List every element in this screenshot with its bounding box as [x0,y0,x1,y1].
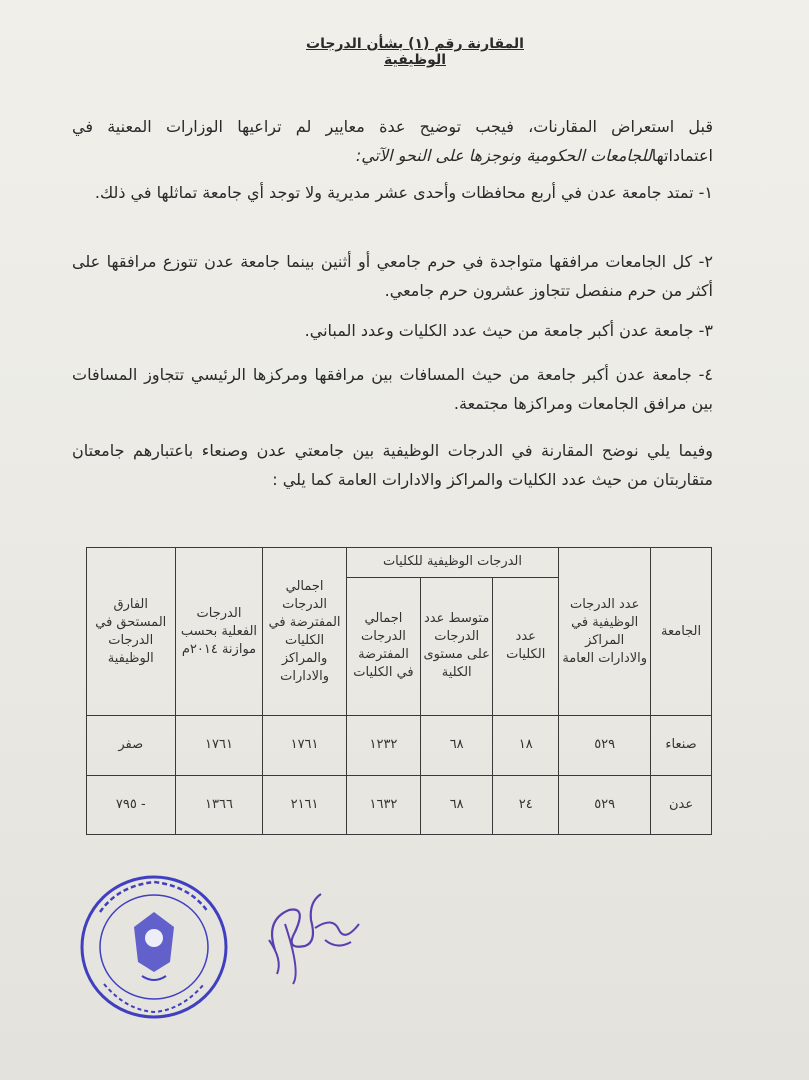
header-actual-2014: الدرجات الفعلية بحسب موازنة ٢٠١٤م [175,548,263,716]
header-central-grades: عدد الدرجات الوظيفية في المراكز والادارات العامة [559,548,651,716]
cell-university: صنعاء [651,716,712,775]
cell-avg-per-college: ٦٨ [421,775,493,834]
intro-line-tail: للجامعات الحكومية ونوجزها على النحو الآتي: [355,146,652,165]
point-3: ٣- جامعة عدن أكبر جامعة من حيث عدد الكليات وعدد المباني. [304,321,713,340]
official-stamp [78,872,230,1022]
grades-comparison-table [86,547,712,835]
cell-total-colleges: ١٢٣٢ [346,716,420,775]
intro-line: قبل استعراض المقارنات، فيجب توضيح عدة معايير لم تراعيها الوزارات المعنية في اعتماداتها [72,117,713,165]
cell-difference: صفر [87,716,176,775]
point-4: ٤- جامعة عدن أكبر جامعة من حيث المسافات بين مرافقها ومركزها الرئيسي تتجاوز المسافات بين مرافق الجامعات ومراكزها مجتمعة. [72,365,713,413]
document-title: المقارنة رقم (١) بشأن الدرجات الوظيفية [306,36,524,68]
header-colleges-count: عدد الكليات [493,577,559,715]
point-1: ١- تمتد جامعة عدن في أربع محافظات وأحدى عشر مديرية ولا توجد أي جامعة تماثلها في ذلك. [94,183,713,202]
header-difference: الفارق المستحق في الدرجات الوظيفية [87,548,176,716]
cell-total-assumed: ٢١٦١ [263,775,346,834]
cell-colleges-count: ٢٤ [493,775,559,834]
table-header-row [87,548,712,578]
cell-central-grades: ٥٢٩ [559,775,651,834]
cell-total-assumed: ١٧٦١ [263,716,346,775]
header-total-colleges: اجمالي الدرجات المفترضة في الكليات [346,577,420,715]
intro-paragraph [72,112,713,170]
cell-total-colleges: ١٦٣٢ [346,775,420,834]
signature [255,880,375,990]
cell-university: عدن [651,775,712,834]
cell-actual-2014: ١٣٦٦ [175,775,263,834]
header-university: الجامعة [651,548,712,716]
header-college-grades-group: الدرجات الوظيفية للكليات [346,548,559,578]
cell-colleges-count: ١٨ [493,716,559,775]
cell-actual-2014: ١٧٦١ [175,716,263,775]
cell-avg-per-college: ٦٨ [421,716,493,775]
comparison-intro: وفيما يلي نوضح المقارنة في الدرجات الوظيفية بين جامعتي عدن وصنعاء باعتبارهم جامعتان متقاربتان من حيث عدد الكليات والمراكز والادارات العامة كما يلي : [72,441,713,489]
cell-difference: - ٧٩٥ [87,775,176,834]
table-row [87,775,712,834]
point-2: ٢- كل الجامعات مرافقها متواجدة في حرم جامعي أو أثنين بينما جامعة عدن تتوزع مرافقها على أكثر من حرم منفصل تتجاوز عشرون حرم جامعي. [72,252,713,300]
cell-central-grades: ٥٢٩ [559,716,651,775]
header-total-assumed: اجمالي الدرجات المفترضة في الكليات والمراكز والادارات [263,548,346,716]
table-row [87,716,712,775]
header-avg-per-college: متوسط عدد الدرجات على مستوى الكلية [421,577,493,715]
